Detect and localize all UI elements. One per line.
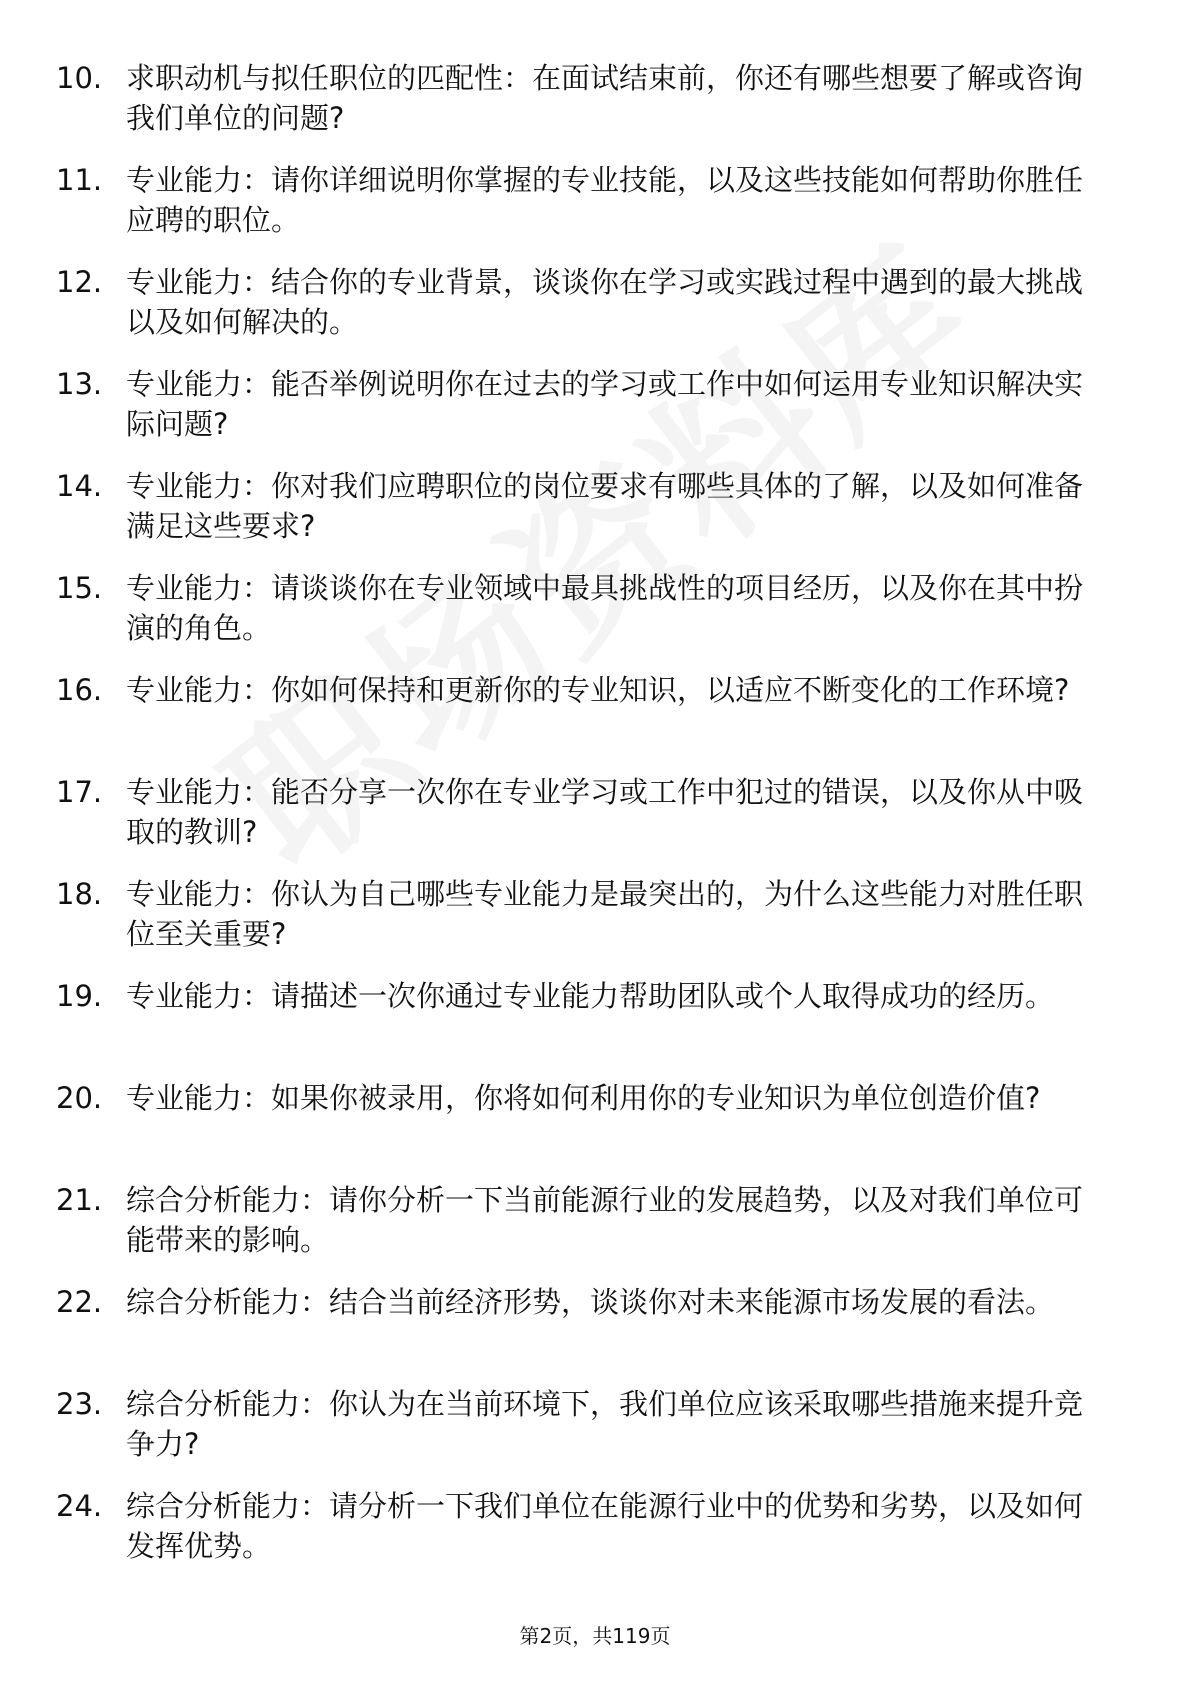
question-number: 12. [56, 265, 103, 299]
question-number: 19. [56, 979, 103, 1013]
question-text: 专业能力：请你详细说明你掌握的专业技能，以及这些技能如何帮助你胜任应聘的职位。 [126, 163, 1084, 237]
question-item [0, 364, 1190, 466]
question-item [0, 1180, 1190, 1282]
question-item [0, 568, 1190, 670]
question-number: 17. [56, 775, 103, 809]
question-number: 20. [56, 1081, 103, 1115]
question-number: 23. [56, 1387, 103, 1421]
question-item [0, 160, 1190, 262]
question-text: 综合分析能力：请你分析一下当前能源行业的发展趋势，以及对我们单位可能带来的影响。 [126, 1183, 1084, 1257]
question-number: 21. [56, 1183, 103, 1217]
question-text: 专业能力：你对我们应聘职位的岗位要求有哪些具体的了解，以及如何准备满足这些要求? [126, 469, 1084, 543]
question-item [0, 874, 1190, 976]
question-item [0, 58, 1190, 160]
question-number: 10. [56, 61, 103, 95]
question-text: 专业能力：请描述一次你通过专业能力帮助团队或个人取得成功的经历。 [126, 979, 1055, 1013]
question-number: 13. [56, 367, 103, 401]
question-text: 综合分析能力：结合当前经济形势，谈谈你对未来能源市场发展的看法。 [126, 1285, 1055, 1319]
question-text: 专业能力：请谈谈你在专业领域中最具挑战性的项目经历，以及你在其中扮演的角色。 [126, 571, 1084, 645]
question-text: 专业能力：能否举例说明你在过去的学习或工作中如何运用专业知识解决实际问题? [126, 367, 1084, 441]
question-text: 专业能力：你认为自己哪些专业能力是最突出的，为什么这些能力对胜任职位至关重要? [126, 877, 1084, 951]
question-text: 综合分析能力：你认为在当前环境下，我们单位应该采取哪些措施来提升竞争力? [126, 1387, 1084, 1461]
question-number: 14. [56, 469, 103, 503]
question-text: 专业能力：你如何保持和更新你的专业知识，以适应不断变化的工作环境? [126, 673, 1070, 707]
question-item [0, 262, 1190, 364]
question-number: 18. [56, 877, 103, 911]
question-text: 求职动机与拟任职位的匹配性：在面试结束前，你还有哪些想要了解或咨询我们单位的问题? [126, 61, 1084, 135]
question-item [0, 1384, 1190, 1486]
question-item [0, 772, 1190, 874]
question-item [0, 466, 1190, 568]
question-item [0, 670, 1190, 772]
question-item [0, 1282, 1190, 1384]
question-text: 专业能力：能否分享一次你在专业学习或工作中犯过的错误，以及你从中吸取的教训? [126, 775, 1084, 849]
question-number: 15. [56, 571, 103, 605]
page-footer: 第2页，共119页 [519, 1624, 671, 1648]
question-number: 22. [56, 1285, 103, 1319]
question-text: 综合分析能力：请分析一下我们单位在能源行业中的优势和劣势，以及如何发挥优势。 [126, 1489, 1084, 1563]
question-item [0, 1078, 1190, 1180]
question-item [0, 976, 1190, 1078]
question-list [0, 58, 1190, 1588]
question-text: 专业能力：结合你的专业背景，谈谈你在学习或实践过程中遇到的最大挑战以及如何解决的。 [126, 265, 1084, 339]
question-number: 24. [56, 1489, 103, 1523]
question-number: 16. [56, 673, 103, 707]
question-text: 专业能力：如果你被录用，你将如何利用你的专业知识为单位创造价值? [126, 1081, 1041, 1115]
question-item [0, 1486, 1190, 1588]
question-number: 11. [56, 163, 103, 197]
